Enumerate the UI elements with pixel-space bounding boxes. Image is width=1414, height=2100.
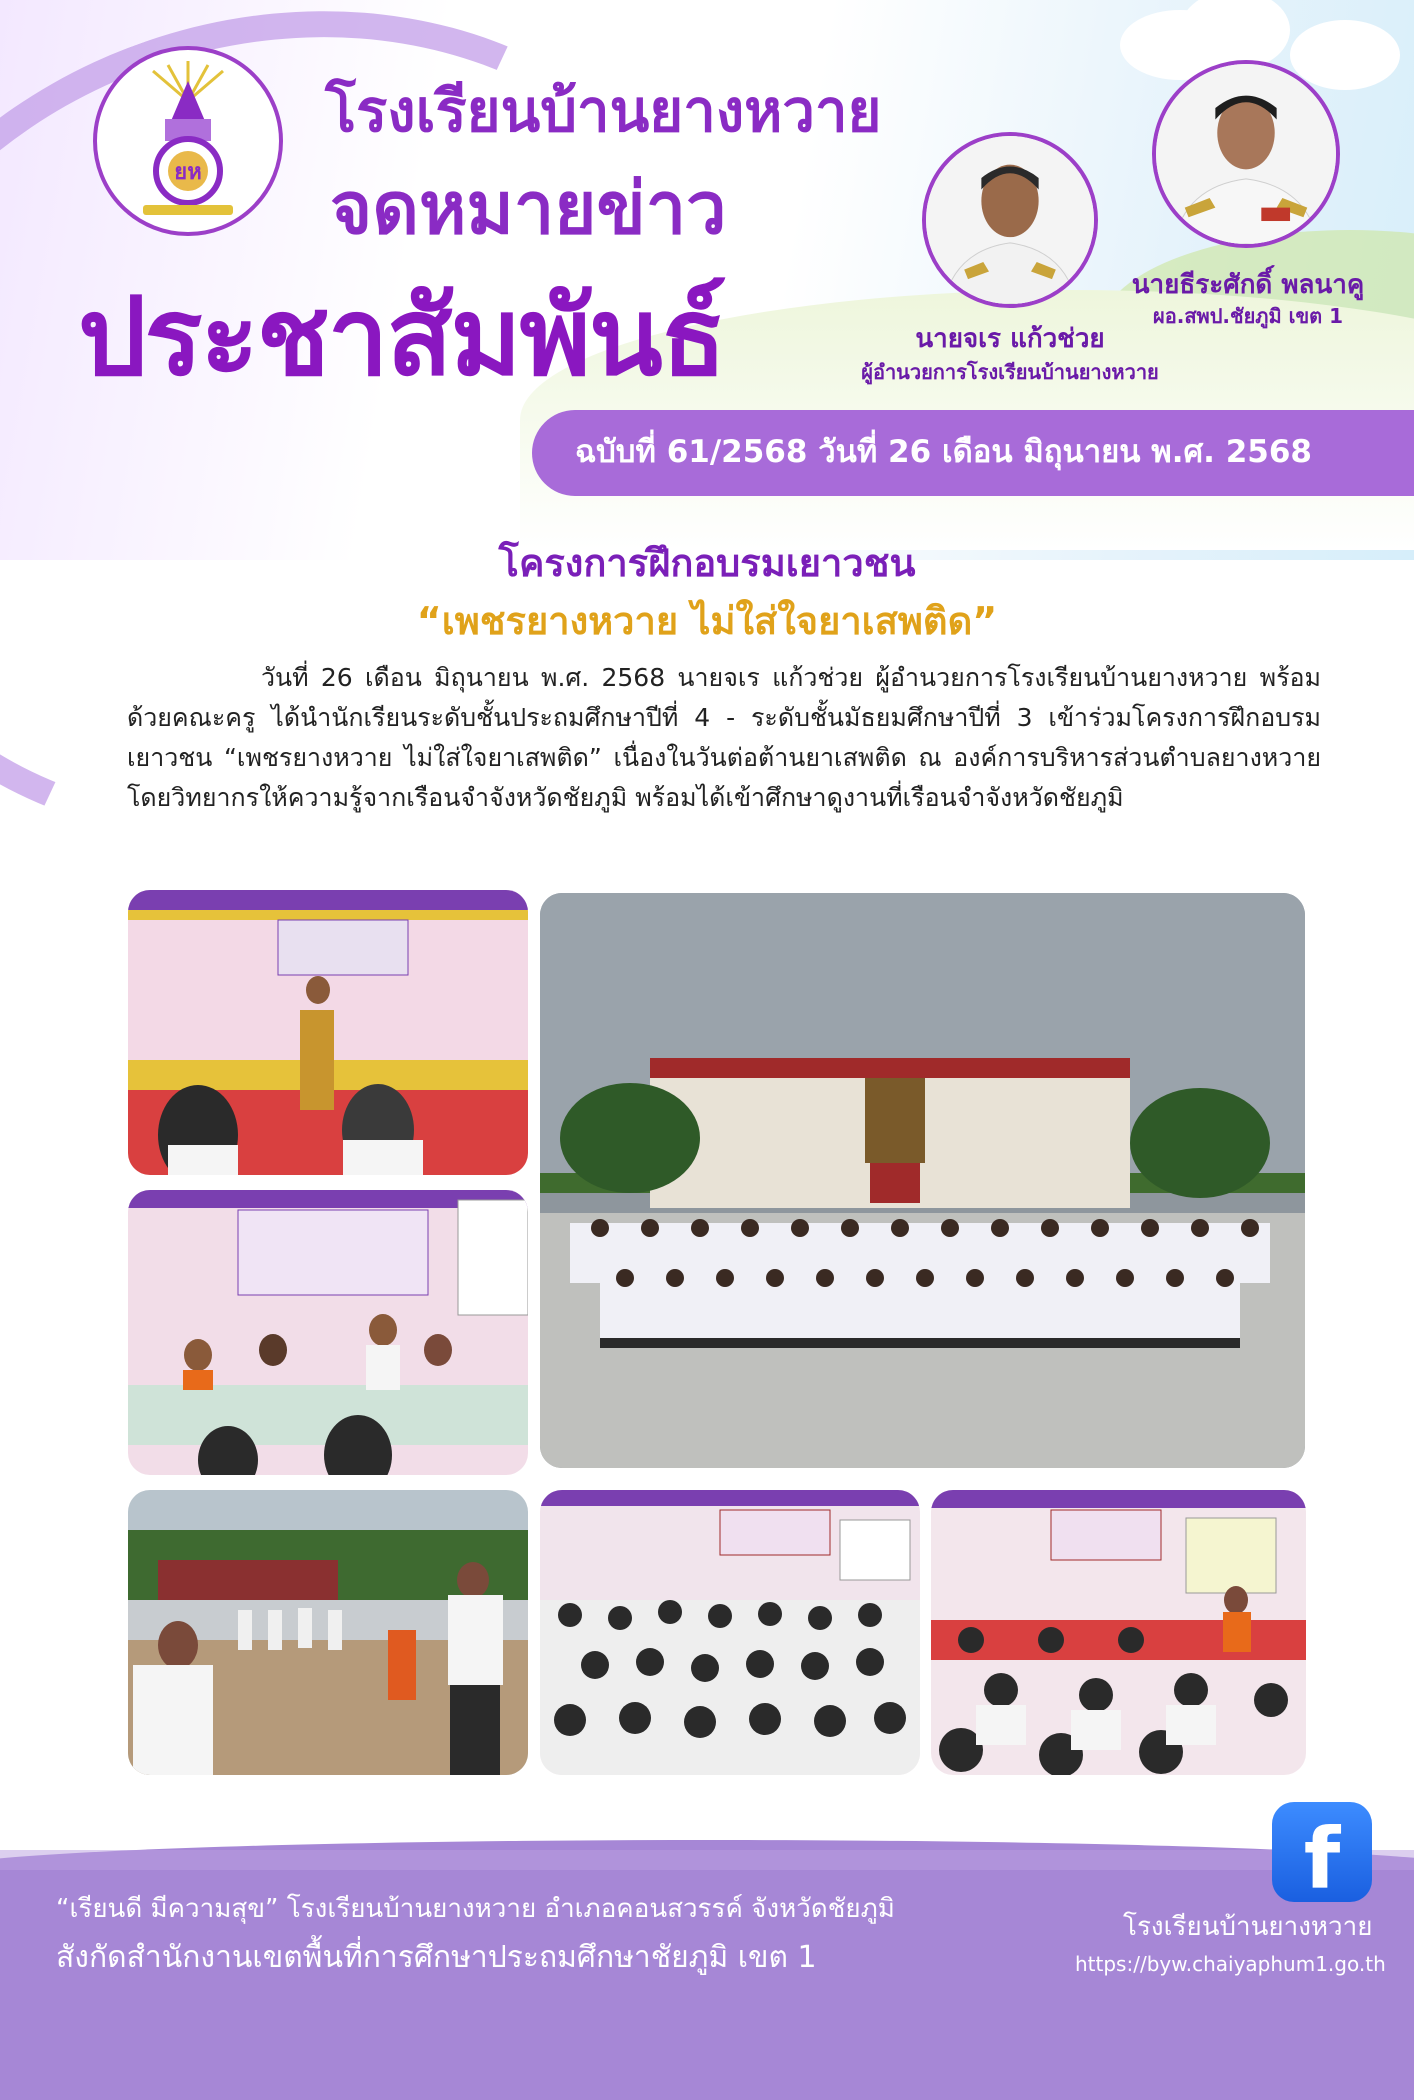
district-director-position: ผอ.สพป.ชัยภูมิ เขต 1 — [1152, 304, 1343, 328]
footer-motto: “เรียนดี มีความสุข” โรงเรียนบ้านยางหวาย อำเภอคอนสวรรค์ จังหวัดชัยภูมิ — [56, 1894, 895, 1924]
emblem-graphic — [113, 61, 263, 221]
issue-number-date: ฉบับที่ 61/2568 วันที่ 26 เดือน มิถุนายน พ.ศ. 2568 — [575, 434, 1313, 470]
footer-affiliation: สังกัดสำนักงานเขตพื้นที่การศึกษาประถมศึกษาชัยภูมิ เขต 1 — [56, 1940, 817, 1975]
photo-speaker-podium — [128, 890, 528, 1175]
photo-students-hall — [540, 1490, 920, 1775]
public-relations-title: ประชาสัมพันธ์ — [78, 275, 725, 400]
photo-group-building — [540, 893, 1305, 1468]
director-portrait — [922, 132, 1098, 308]
footer-url-link[interactable]: https://byw.chaiyaphum1.go.th — [1075, 1952, 1386, 1976]
director-position: ผู้อำนวยการโรงเรียนบ้านยางหวาย — [861, 360, 1159, 384]
director-name: นายจเร แก้วช่วย — [915, 324, 1105, 354]
district-director-name: นายธีระศักดิ์ พลนาคู — [1131, 270, 1365, 300]
footer-band-highlight — [0, 1850, 1414, 1870]
school-name-title: โรงเรียนบ้านยางหวาย — [325, 77, 882, 145]
facebook-icon[interactable]: f — [1272, 1802, 1372, 1902]
footer-page-name: โรงเรียนบ้านยางหวาย — [1123, 1912, 1373, 1942]
article-body: วันที่ 26 เดือน มิถุนายน พ.ศ. 2568 นายจเร แก้วช่วย ผู้อำนวยการโรงเรียนบ้านยางหวาย พร้อมด้วยคณะครู ได้นำนักเรียนระดับชั้นประถมศึกษาปีที่ 4 - ระดับชั้นมัธยมศึกษาปีที่ 3 เข้าร่วมโครงการฝึกอบรมเยาวชน “เพชรยางหวาย ไม่ใส่ใจยาเสพติด” เนื่องในวันต่อต้านยาเสพติด ณ องค์การบริหารส่วนตำบลยางหวาย โดยวิทยากรให้ความรู้จากเรือนจำจังหวัดชัยภูมิ พร้อมได้เข้าศึกษาดูงานที่เรือนจำจังหวัดชัยภูมิ — [127, 663, 1321, 812]
project-headline: โครงการฝึกอบรมเยาวชน — [498, 541, 916, 585]
school-emblem — [93, 46, 283, 236]
photo-lecture-panel — [128, 1190, 528, 1475]
newsletter-title: จดหมายข่าว — [330, 166, 727, 250]
svg-text:ยห: ยห — [174, 160, 202, 185]
district-director-portrait — [1152, 60, 1340, 248]
photo-presentation-audience — [931, 1490, 1306, 1775]
project-slogan: “เพชรยางหวาย ไม่ใส่ใจยาเสพติด” — [416, 599, 998, 643]
photo-outdoor-prison-visit — [128, 1490, 528, 1775]
